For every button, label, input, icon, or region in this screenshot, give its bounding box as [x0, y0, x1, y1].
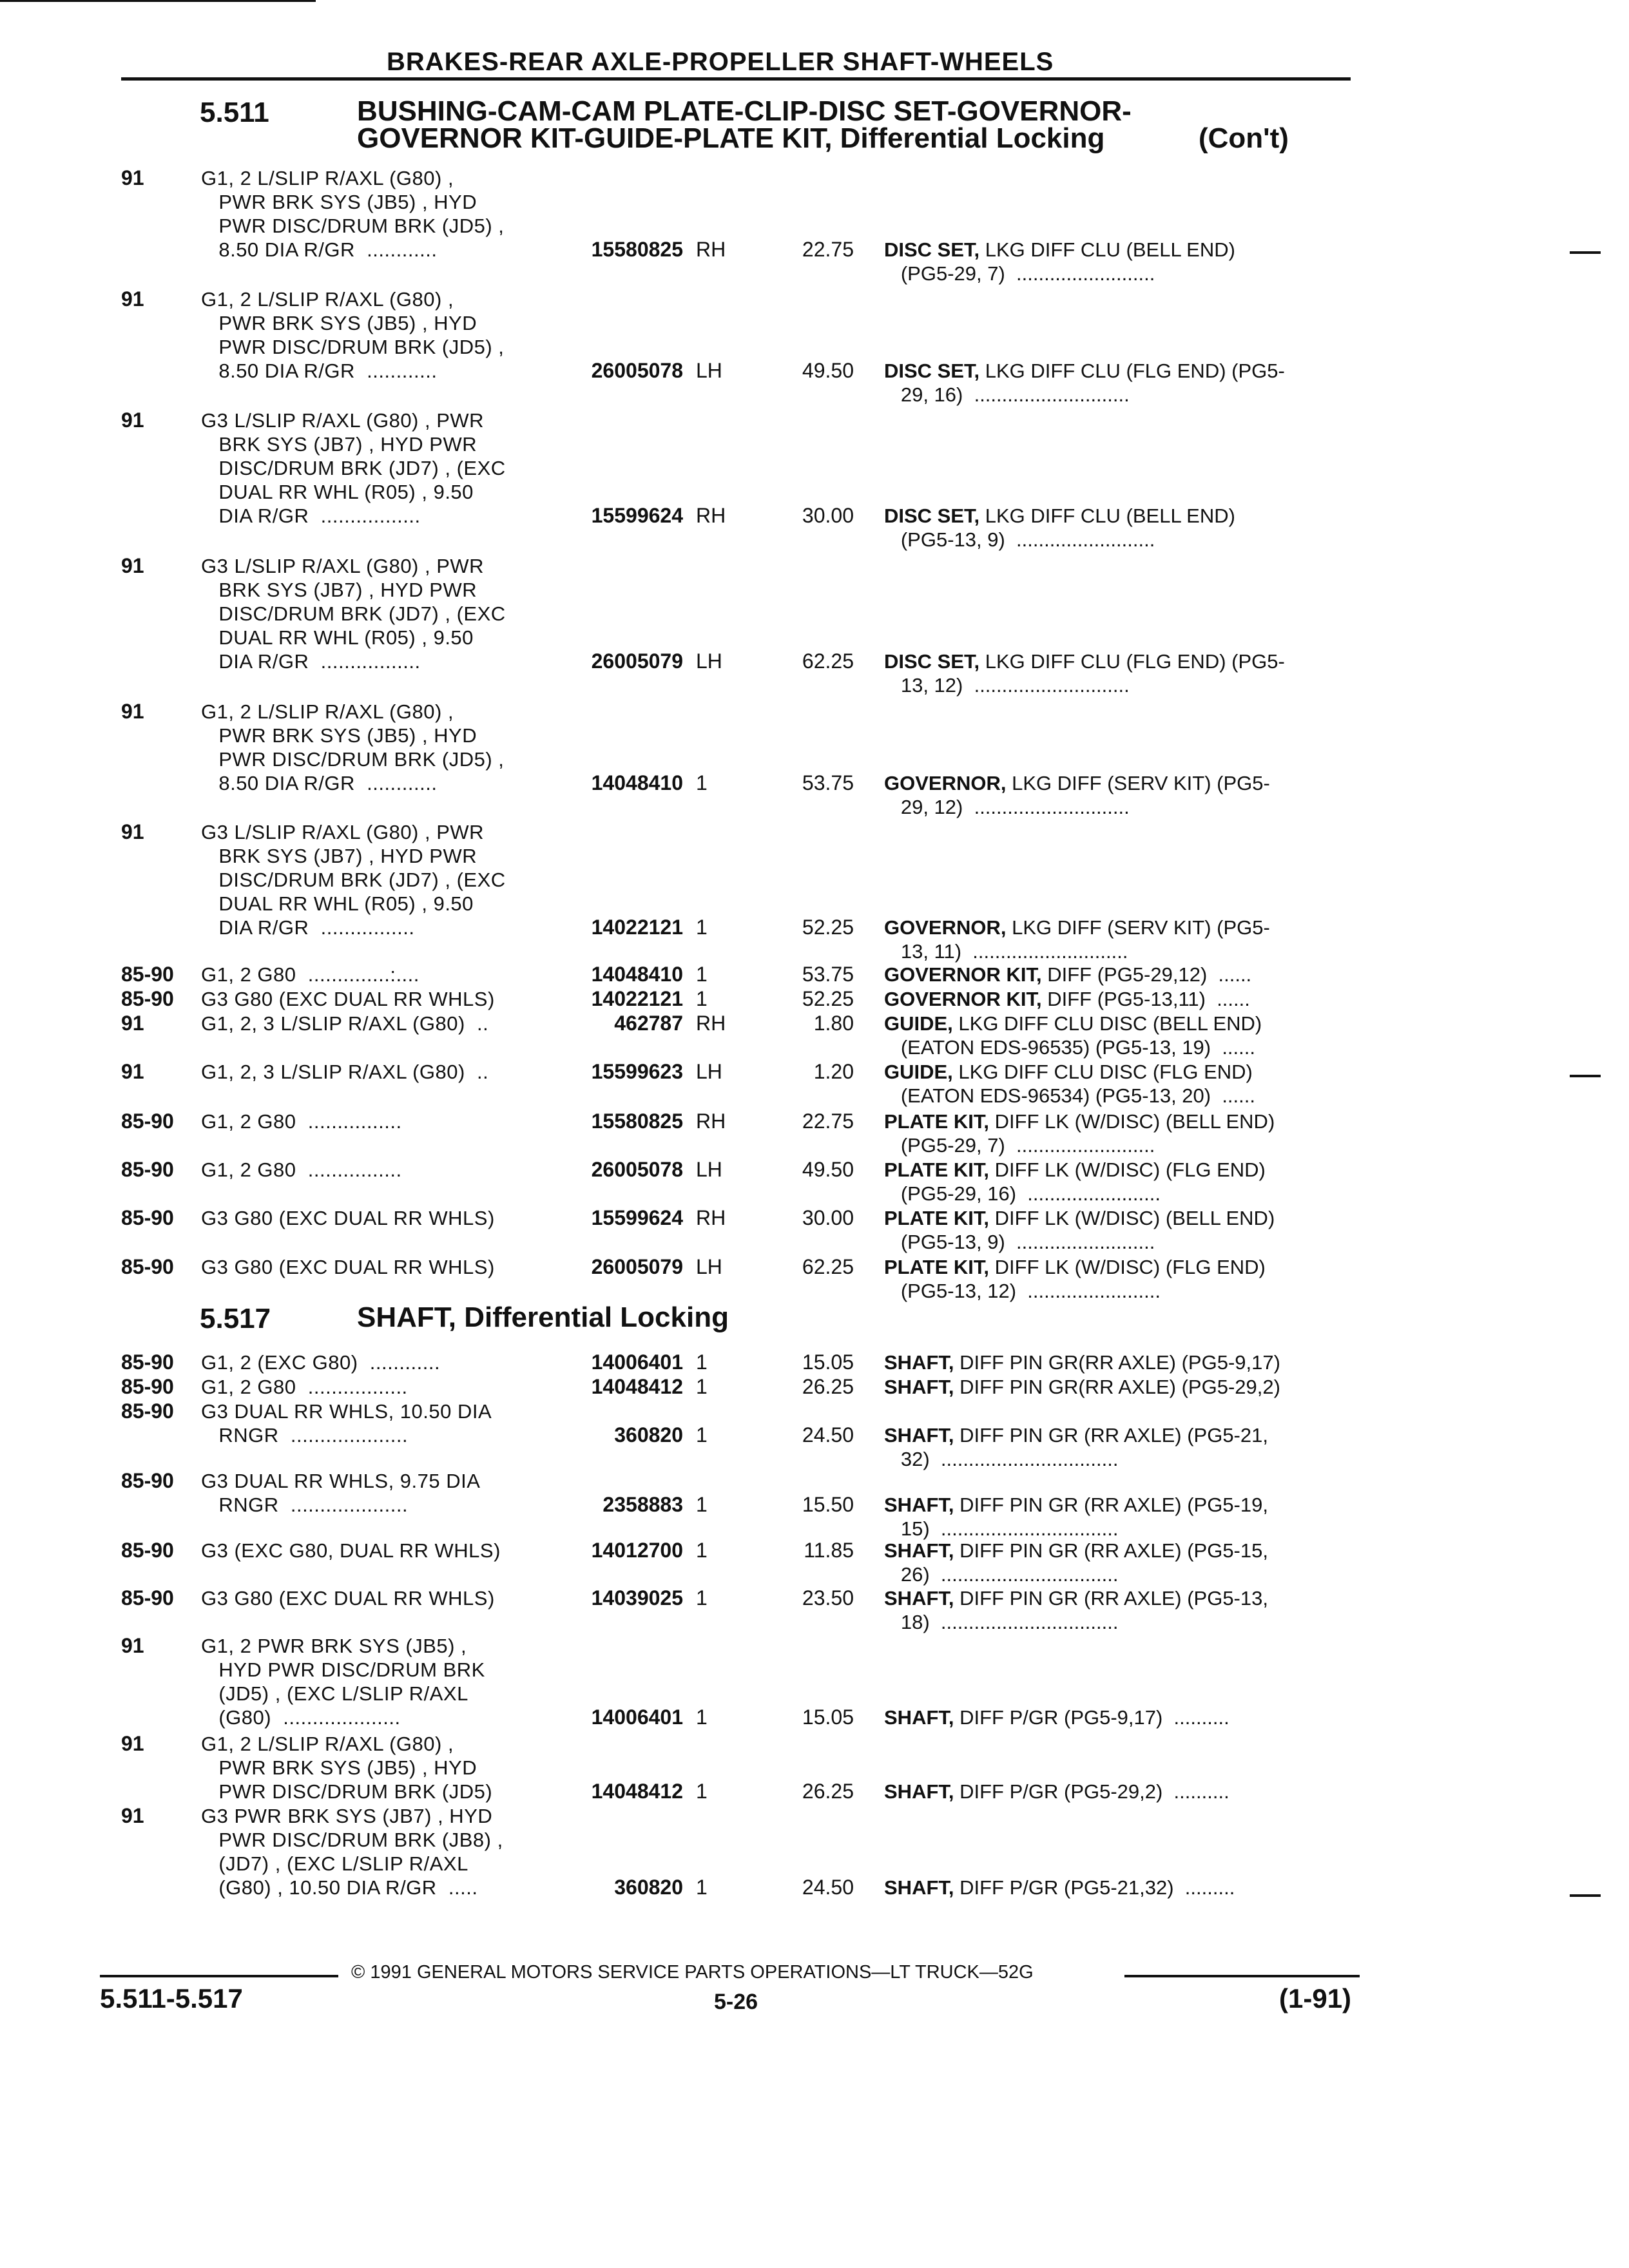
quantity: RH: [696, 1110, 726, 1133]
quantity: LH: [696, 359, 722, 382]
part-name: GOVERNOR,: [884, 916, 1007, 939]
part-name: SHAFT,: [884, 1539, 954, 1562]
usage-text: G3 L/SLIP R/AXL (G80) , PWR BRK SYS (JB7) , HYD PWR DISC/DRUM BRK (JD7) , (EXC DUAL RR WHL (R05) , 9.50 DIA R/GR .................: [201, 555, 506, 673]
quantity: 1: [696, 1375, 708, 1398]
section-title-suffix: (Con't): [1199, 122, 1289, 154]
model-year: 85-90: [121, 1350, 174, 1374]
part-number: 360820: [614, 1876, 683, 1899]
part-detail: DIFF PIN GR(RR AXLE) (PG5-29,2): [954, 1376, 1280, 1398]
usage-text: G1, 2 G80 ................: [201, 1110, 402, 1133]
list-price: 24.50: [802, 1876, 854, 1899]
quantity: 1: [696, 1780, 708, 1803]
part-description: [884, 1158, 1266, 1206]
model-year: 91: [121, 1060, 144, 1083]
quantity: 1: [696, 1350, 708, 1374]
section-title-line1: BUSHING-CAM-CAM PLATE-CLIP-DISC SET-GOVERNOR-: [357, 95, 1132, 127]
part-detail: DIFF (PG5-29,12) ......: [1041, 963, 1252, 986]
model-year: 85-90: [121, 1375, 174, 1398]
usage-text: G1, 2 (EXC G80) ............: [201, 1351, 441, 1374]
part-description: [884, 1586, 1268, 1634]
model-year: 85-90: [121, 1539, 174, 1562]
list-price: 15.05: [802, 1350, 854, 1374]
part-description: [884, 1012, 1262, 1059]
part-detail: DIFF PIN GR(RR AXLE) (PG5-9,17): [954, 1351, 1280, 1374]
model-year: 85-90: [121, 1158, 174, 1181]
footer-page-number: 5-26: [714, 1990, 758, 2014]
list-price: 11.85: [804, 1539, 854, 1562]
quantity: LH: [696, 1158, 722, 1181]
model-year: 91: [121, 1732, 144, 1755]
list-price: 26.25: [802, 1780, 854, 1803]
top-edge-rule: [0, 0, 316, 2]
usage-text: G1, 2 G80 .................: [201, 1376, 408, 1398]
part-number: 15599624: [591, 504, 683, 527]
model-year: 91: [121, 820, 144, 843]
part-description: [884, 238, 1235, 285]
list-price: 52.25: [802, 916, 854, 939]
usage-text: G1, 2 PWR BRK SYS (JB5) , HYD PWR DISC/DRUM BRK (JD5) , (EXC L/SLIP R/AXL (G80) ....................: [201, 1635, 485, 1729]
usage-text: G1, 2 L/SLIP R/AXL (G80) , PWR BRK SYS (JB5) , HYD PWR DISC/DRUM BRK (JD5) , 8.50 DIA R/GR ............: [201, 167, 505, 261]
list-price: 22.75: [802, 238, 854, 261]
part-number: 14012700: [591, 1539, 683, 1562]
footer-section-range: 5.511-5.517: [100, 1983, 243, 2013]
part-number: 15580825: [591, 238, 683, 261]
quantity: 1: [696, 1423, 708, 1446]
list-price: 53.75: [802, 771, 854, 794]
part-name: GUIDE,: [884, 1061, 953, 1083]
part-name: PLATE KIT,: [884, 1158, 990, 1181]
quantity: RH: [696, 238, 726, 261]
part-detail: DIFF P/GR (PG5-21,32) .........: [954, 1876, 1235, 1899]
list-price: 22.75: [802, 1110, 854, 1133]
usage-text: G1, 2 G80 ................: [201, 1158, 402, 1181]
part-number: 26005079: [591, 649, 683, 673]
model-year: 85-90: [121, 1586, 174, 1610]
part-name: SHAFT,: [884, 1376, 954, 1398]
list-price: 24.50: [802, 1423, 854, 1446]
part-description: [884, 649, 1285, 697]
usage-text: G3 DUAL RR WHLS, 10.50 DIA RNGR ....................: [201, 1400, 492, 1446]
quantity: 1: [696, 987, 708, 1010]
list-price: 1.20: [813, 1060, 854, 1083]
quantity: 1: [696, 916, 708, 939]
list-price: 62.25: [802, 649, 854, 673]
part-number: 15599624: [591, 1206, 683, 1229]
footer-copyright: © 1991 GENERAL MOTORS SERVICE PARTS OPERATIONS—LT TRUCK—52G: [351, 1962, 1034, 1983]
list-price: 53.75: [802, 963, 854, 986]
part-number: 14022121: [591, 916, 683, 939]
part-number: 360820: [614, 1423, 683, 1446]
part-detail: DIFF LK (W/DISC) (BELL END) (PG5-13, 9) .........................: [900, 1207, 1275, 1253]
part-description: [884, 359, 1285, 407]
part-name: GUIDE,: [884, 1012, 953, 1035]
model-year: 85-90: [121, 1206, 174, 1229]
list-price: 62.25: [802, 1255, 854, 1278]
part-detail: LKG DIFF (SERV KIT) (PG5- 13, 11) ............................: [900, 916, 1270, 963]
usage-text: G3 L/SLIP R/AXL (G80) , PWR BRK SYS (JB7) , HYD PWR DISC/DRUM BRK (JD7) , (EXC DUAL RR WHL (R05) , 9.50 DIA R/GR .................: [201, 409, 506, 527]
part-number: 14006401: [591, 1706, 683, 1729]
list-price: 49.50: [802, 359, 854, 382]
model-year: 91: [121, 1634, 144, 1657]
part-detail: DIFF PIN GR (RR AXLE) (PG5-13, 18) ................................: [900, 1587, 1268, 1633]
usage-text: G1, 2 L/SLIP R/AXL (G80) , PWR BRK SYS (JB5) , HYD PWR DISC/DRUM BRK (JD5) , 8.50 DIA R/GR ............: [201, 288, 505, 382]
part-detail: LKG DIFF CLU (BELL END) (PG5-13, 9) .........................: [900, 505, 1235, 551]
part-name: SHAFT,: [884, 1706, 954, 1729]
part-name: SHAFT,: [884, 1494, 954, 1516]
part-description: [884, 1539, 1268, 1586]
page-header: BRAKES-REAR AXLE-PROPELLER SHAFT-WHEELS: [387, 48, 1054, 76]
list-price: 15.50: [802, 1493, 854, 1516]
usage-text: G3 G80 (EXC DUAL RR WHLS): [201, 1207, 495, 1229]
part-number: 14006401: [591, 1350, 683, 1374]
part-number: 15580825: [591, 1110, 683, 1133]
usage-text: G3 DUAL RR WHLS, 9.75 DIA RNGR ....................: [201, 1470, 481, 1516]
margin-mark: [1570, 1075, 1601, 1077]
part-description: [884, 1423, 1268, 1471]
footer-rule-left: [100, 1975, 338, 1977]
part-description: [884, 771, 1270, 819]
quantity: LH: [696, 649, 722, 673]
part-description: [884, 1493, 1268, 1541]
part-name: GOVERNOR KIT,: [884, 988, 1042, 1010]
part-detail: DIFF PIN GR (RR AXLE) (PG5-15, 26) ................................: [900, 1539, 1268, 1586]
part-number: 14039025: [591, 1586, 683, 1610]
model-year: 91: [121, 1804, 144, 1827]
quantity: 1: [696, 771, 708, 794]
footer-rule-right: [1124, 1975, 1360, 1977]
part-detail: DIFF LK (W/DISC) (FLG END) (PG5-13, 12) ........................: [900, 1256, 1266, 1302]
part-name: SHAFT,: [884, 1876, 954, 1899]
part-name: DISC SET,: [884, 238, 980, 261]
model-year: 91: [121, 408, 144, 432]
part-number: 14048410: [591, 771, 683, 794]
part-detail: LKG DIFF CLU (FLG END) (PG5- 29, 16) ............................: [900, 360, 1285, 406]
quantity: 1: [696, 1539, 708, 1562]
list-price: 30.00: [802, 1206, 854, 1229]
model-year: 91: [121, 554, 144, 577]
footer-date-code: (1-91): [1279, 1983, 1352, 2013]
part-name: DISC SET,: [884, 650, 980, 673]
part-name: GOVERNOR KIT,: [884, 963, 1042, 986]
part-detail: DIFF PIN GR (RR AXLE) (PG5-21, 32) ................................: [900, 1424, 1268, 1470]
section-title-line2: GOVERNOR KIT-GUIDE-PLATE KIT, Differential Locking: [357, 122, 1105, 154]
list-price: 49.50: [802, 1158, 854, 1181]
model-year: 91: [121, 1012, 144, 1035]
usage-text: G3 (EXC G80, DUAL RR WHLS): [201, 1539, 501, 1562]
quantity: RH: [696, 1206, 726, 1229]
part-detail: DIFF PIN GR (RR AXLE) (PG5-19, 15) ................................: [900, 1494, 1268, 1540]
part-number: 26005078: [591, 1158, 683, 1181]
model-year: 85-90: [121, 1255, 174, 1278]
part-detail: LKG DIFF CLU DISC (BELL END) (EATON EDS-96535) (PG5-13, 19) ......: [900, 1012, 1262, 1059]
model-year: 91: [121, 700, 144, 723]
part-description: [884, 1350, 1280, 1374]
part-name: DISC SET,: [884, 360, 980, 382]
part-description: [884, 1255, 1266, 1303]
usage-text: G1, 2, 3 L/SLIP R/AXL (G80) ..: [201, 1061, 489, 1083]
quantity: 1: [696, 1706, 708, 1729]
quantity: LH: [696, 1255, 722, 1278]
part-name: SHAFT,: [884, 1351, 954, 1374]
usage-text: G3 G80 (EXC DUAL RR WHLS): [201, 1256, 495, 1278]
list-price: 26.25: [802, 1375, 854, 1398]
part-description: [884, 1375, 1280, 1399]
quantity: 1: [696, 1493, 708, 1516]
part-detail: DIFF P/GR (PG5-29,2) ..........: [954, 1780, 1229, 1803]
usage-text: G3 PWR BRK SYS (JB7) , HYD PWR DISC/DRUM BRK (JB8) , (JD7) , (EXC L/SLIP R/AXL (G80) , 10.50 DIA R/GR .....: [201, 1805, 503, 1899]
part-number: 14022121: [591, 987, 683, 1010]
part-detail: LKG DIFF CLU (BELL END) (PG5-29, 7) .........................: [900, 238, 1235, 285]
model-year: 85-90: [121, 987, 174, 1010]
usage-text: G1, 2, 3 L/SLIP R/AXL (G80) ..: [201, 1012, 489, 1035]
part-description: [884, 1110, 1275, 1157]
model-year: 85-90: [121, 1469, 174, 1492]
part-number: 15599623: [591, 1060, 683, 1083]
usage-text: G3 G80 (EXC DUAL RR WHLS): [201, 1587, 495, 1610]
part-detail: LKG DIFF (SERV KIT) (PG5- 29, 12) ............................: [900, 772, 1270, 818]
list-price: 52.25: [802, 987, 854, 1010]
part-description: [884, 1780, 1229, 1803]
usage-text: G1, 2 L/SLIP R/AXL (G80) , PWR BRK SYS (JB5) , HYD PWR DISC/DRUM BRK (JD5): [201, 1733, 493, 1803]
part-name: PLATE KIT,: [884, 1110, 990, 1133]
part-description: [884, 1060, 1255, 1108]
part-description: [884, 987, 1250, 1011]
list-price: 1.80: [813, 1012, 854, 1035]
margin-mark: [1570, 251, 1601, 254]
part-number: 462787: [614, 1012, 683, 1035]
part-name: SHAFT,: [884, 1780, 954, 1803]
part-detail: LKG DIFF CLU (FLG END) (PG5- 13, 12) ............................: [900, 650, 1285, 697]
part-detail: DIFF LK (W/DISC) (BELL END) (PG5-29, 7) .........................: [900, 1110, 1275, 1157]
part-number: 2358883: [602, 1493, 683, 1516]
part-number: 14048410: [591, 963, 683, 986]
part-detail: DIFF (PG5-13,11) ......: [1041, 988, 1250, 1010]
quantity: 1: [696, 1586, 708, 1610]
part-detail: LKG DIFF CLU DISC (FLG END) (EATON EDS-96534) (PG5-13, 20) ......: [900, 1061, 1255, 1107]
model-year: 85-90: [121, 1110, 174, 1133]
part-name: SHAFT,: [884, 1424, 954, 1446]
part-description: [884, 1876, 1235, 1899]
quantity: RH: [696, 1012, 726, 1035]
part-description: [884, 916, 1270, 963]
part-description: [884, 1706, 1229, 1729]
part-detail: DIFF LK (W/DISC) (FLG END) (PG5-29, 16) ........................: [900, 1158, 1266, 1205]
model-year: 91: [121, 166, 144, 189]
quantity: LH: [696, 1060, 722, 1083]
margin-mark: [1570, 1894, 1601, 1897]
part-number: 26005079: [591, 1255, 683, 1278]
usage-text: G1, 2 L/SLIP R/AXL (G80) , PWR BRK SYS (JB5) , HYD PWR DISC/DRUM BRK (JD5) , 8.50 DIA R/GR ............: [201, 700, 505, 794]
list-price: 15.05: [802, 1706, 854, 1729]
usage-text: G1, 2 G80 ..............:....: [201, 963, 419, 986]
quantity: RH: [696, 504, 726, 527]
usage-text: G3 G80 (EXC DUAL RR WHLS): [201, 988, 495, 1010]
part-number: 14048412: [591, 1375, 683, 1398]
section-number: 5.511: [200, 97, 269, 128]
model-year: 85-90: [121, 963, 174, 986]
part-name: PLATE KIT,: [884, 1207, 990, 1229]
quantity: 1: [696, 963, 708, 986]
part-name: PLATE KIT,: [884, 1256, 990, 1278]
list-price: 23.50: [802, 1586, 854, 1610]
quantity: 1: [696, 1876, 708, 1899]
part-number: 14048412: [591, 1780, 683, 1803]
list-price: 30.00: [802, 504, 854, 527]
part-description: [884, 504, 1235, 552]
model-year: 91: [121, 287, 144, 311]
part-name: DISC SET,: [884, 505, 980, 527]
part-description: [884, 1206, 1275, 1254]
section-number: 5.517: [200, 1303, 271, 1334]
part-name: GOVERNOR,: [884, 772, 1007, 794]
part-number: 26005078: [591, 359, 683, 382]
part-detail: DIFF P/GR (PG5-9,17) ..........: [954, 1706, 1229, 1729]
usage-text: G3 L/SLIP R/AXL (G80) , PWR BRK SYS (JB7) , HYD PWR DISC/DRUM BRK (JD7) , (EXC DUAL RR WHL (R05) , 9.50 DIA R/GR ................: [201, 821, 506, 939]
section-title-line1: SHAFT, Differential Locking: [357, 1302, 729, 1333]
part-description: [884, 963, 1251, 986]
header-rule: [121, 77, 1351, 81]
model-year: 85-90: [121, 1399, 174, 1423]
part-name: SHAFT,: [884, 1587, 954, 1610]
